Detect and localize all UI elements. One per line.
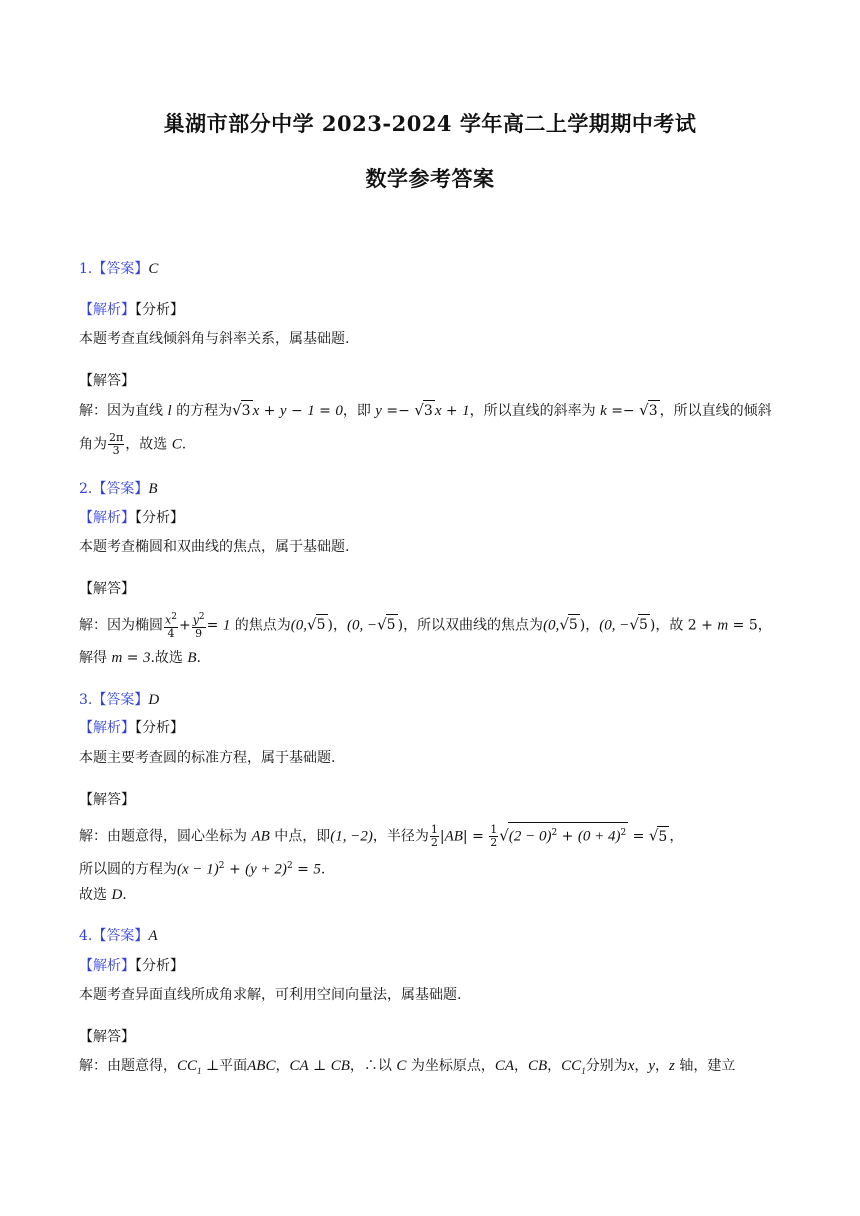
q2-answer: B bbox=[148, 481, 158, 497]
analysis-tag: 【解析】 bbox=[79, 510, 135, 526]
q4-answer: A bbox=[148, 928, 158, 944]
q4-solution-line1: 解：由题意得，$CC_1$ ⊥平面ABC，CA ⊥ CB，∴以 C 为坐标原点，CA，CB，$CC_1$分别为x，y，z 轴，建立 bbox=[79, 1058, 736, 1076]
text: ，所以直线的斜率为 bbox=[469, 403, 596, 419]
fraction: $\frac{2\pi}{3}$ bbox=[109, 431, 124, 457]
fraction: $\frac{1}{2}$ bbox=[430, 823, 438, 850]
q1-solution-line1: 解：因为直线 l 的方程为√3 x + y − 1 = 0，即 y =− √3 x + 1，所以直线的斜率为 k =− √3 ，所以直线的倾斜 bbox=[79, 401, 772, 419]
analysis-tag: 【解析】 bbox=[79, 720, 135, 736]
fraction: $\frac{1}{2}$ bbox=[490, 823, 498, 850]
q2-jieda-tag: 【解答】 bbox=[79, 581, 135, 597]
q1-analysis-tags bbox=[79, 300, 184, 320]
fenxi-tag: 【分析】 bbox=[135, 302, 184, 318]
q1-number: 1. bbox=[79, 261, 93, 277]
document-subtitle: 数学参考答案 bbox=[365, 166, 495, 191]
q2-solution-line1: 解：因为椭圆 $\frac{x^2}{4}$ + $\frac{y^2}{9}$ = 1 的焦点为(0,√5 )，(0, −√5 )，所以双曲线的焦点为(0,√5 )，(0, −√5 )，故 2 + m = 5， bbox=[79, 612, 772, 640]
analysis-tag: 【解析】 bbox=[79, 302, 135, 318]
q3-solution-line3: 故选 D. bbox=[79, 887, 127, 903]
text: 的方程为 bbox=[176, 403, 233, 419]
text: 所以圆的方程为 bbox=[79, 861, 177, 878]
text: 解：由题意得，圆心坐标为 bbox=[79, 828, 247, 845]
q1-jieda-tag: 【解答】 bbox=[79, 373, 135, 389]
q2-analysis-text: 本题考查椭圆和双曲线的焦点，属于基础题. bbox=[79, 539, 350, 555]
q1-solution-line2: 角为 $\frac{2\pi}{3}$ ，故选 C. bbox=[79, 431, 187, 457]
q3-jieda-tag: 【解答】 bbox=[79, 792, 135, 808]
document-title: 巢湖市部分中学 2023-2024 学年高二上学期期中考试 bbox=[163, 111, 697, 136]
q4-analysis-tags bbox=[79, 956, 184, 976]
q4-answer-line bbox=[79, 926, 158, 946]
fenxi-tag: 【分析】 bbox=[135, 958, 184, 974]
answer-tag: 【答案】 bbox=[92, 261, 149, 277]
q3-solution-line1: 解：由题意得，圆心坐标为 AB 中点，即(1, −2)，半径为 $\frac{1}{2}$ |AB| = $\frac{1}{2}$ $√(2 - 0)^2 + (0 + 4)^2 = √5$ ， bbox=[79, 823, 684, 850]
fenxi-tag: 【分析】 bbox=[135, 720, 184, 736]
q4-analysis-text: 本题考查异面直线所成角求解，可利用空间向量法，属基础题. bbox=[79, 987, 462, 1003]
text: 故选 bbox=[79, 887, 107, 903]
text: 的焦点为 bbox=[234, 617, 291, 634]
text: 平面 bbox=[219, 1058, 248, 1074]
text: 解：因为椭圆 bbox=[79, 617, 163, 634]
fraction: $\frac{x^2}{4}$ bbox=[165, 612, 177, 640]
text: ，所以双曲线的焦点为 bbox=[403, 617, 544, 634]
text: .故选 bbox=[150, 650, 183, 666]
fenxi-tag: 【分析】 bbox=[135, 510, 184, 526]
q3-number: 3. bbox=[79, 692, 93, 708]
text: 中点，即 bbox=[274, 828, 331, 845]
answer-tag: 【答案】 bbox=[92, 928, 149, 944]
q2-answer-line bbox=[79, 479, 158, 499]
text: 轴，建立 bbox=[679, 1058, 736, 1074]
text: 解：因为直线 bbox=[79, 403, 163, 419]
text: 为坐标原点， bbox=[410, 1058, 495, 1074]
q1-answer-line bbox=[79, 259, 158, 279]
q3-analysis-text: 本题主要考查圆的标准方程，属于基础题. bbox=[79, 750, 336, 766]
q3-answer-line bbox=[79, 690, 159, 710]
text: 解得 bbox=[79, 650, 107, 666]
q3-answer: D bbox=[148, 692, 160, 708]
math: x bbox=[252, 403, 260, 419]
text: ，即 bbox=[342, 403, 371, 419]
q3-solution-line2: 所以圆的方程为$(x - 1)^2 + (y + 2)^2 = 5$. bbox=[79, 861, 326, 878]
q2-solution-line2: 解得 m = 3.故选 B. bbox=[79, 650, 201, 666]
q2-analysis-tags bbox=[79, 508, 184, 528]
text: ，所以直线的倾斜 bbox=[659, 403, 772, 419]
text: ∴以 bbox=[363, 1058, 392, 1074]
text: ，半径为 bbox=[372, 828, 429, 845]
q3-analysis-tags bbox=[79, 718, 184, 738]
text: 分别为 bbox=[585, 1058, 628, 1074]
q1-analysis-text: 本题考查直线倾斜角与斜率关系，属基础题. bbox=[79, 331, 350, 347]
math: l bbox=[167, 403, 172, 419]
q2-number: 2. bbox=[79, 481, 93, 497]
q4-jieda-tag: 【解答】 bbox=[79, 1029, 135, 1045]
q4-number: 4. bbox=[79, 928, 93, 944]
answer-tag: 【答案】 bbox=[92, 692, 149, 708]
fraction: $\frac{y^2}{9}$ bbox=[192, 612, 205, 640]
answer-tag: 【答案】 bbox=[92, 481, 149, 497]
analysis-tag: 【解析】 bbox=[79, 958, 135, 974]
q1-answer: C bbox=[148, 261, 159, 277]
text: ，故 bbox=[655, 617, 684, 634]
text: 角为 bbox=[79, 436, 107, 453]
text: ，故选 bbox=[125, 436, 168, 453]
text: 解：由题意得， bbox=[79, 1058, 177, 1074]
